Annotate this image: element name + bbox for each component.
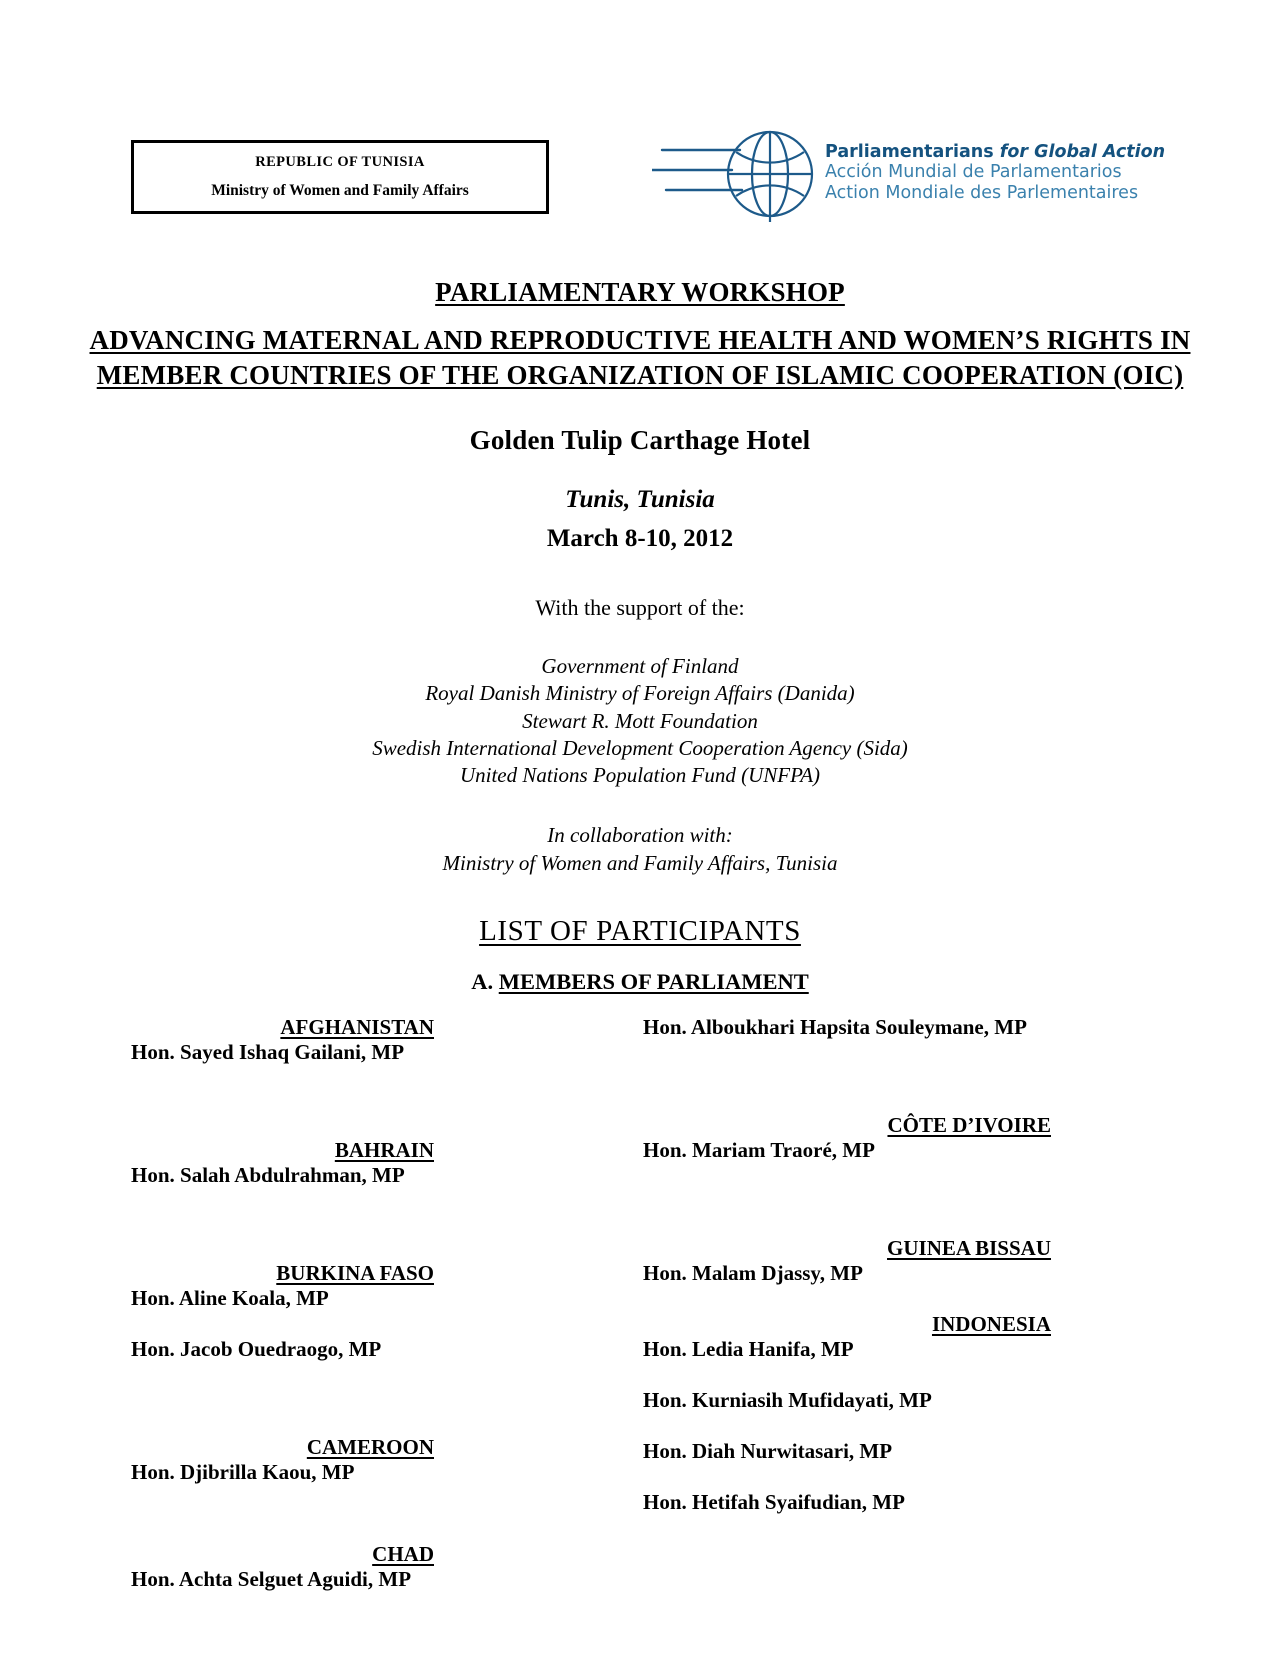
column-spacer [643, 1286, 1051, 1312]
country-heading: BAHRAIN [334, 1138, 434, 1162]
country-heading: BURKINA FASO [276, 1261, 434, 1285]
participants-left-column [131, 1015, 434, 1592]
country-entry-indonesia [643, 1312, 1051, 1515]
participant-name: Hon. Malam Djassy, MP [643, 1261, 863, 1285]
column-spacer [643, 1413, 1051, 1439]
ministry-letterhead-box [131, 140, 549, 214]
participant-name: Hon. Achta Selguet Aguidi, MP [131, 1567, 412, 1591]
collaboration-partner: Ministry of Women and Family Affairs, Tunisia [442, 850, 838, 875]
country-heading: AFGHANISTAN [280, 1015, 434, 1039]
country-entry-afghanistan [131, 1015, 434, 1065]
venue-date: March 8-10, 2012 [546, 525, 734, 552]
pga-logo-line-es: Acción Mundial de Parlamentarios [825, 162, 1122, 183]
pga-logo-line-fr: Action Mondiale des Parlementaires [825, 182, 1139, 203]
workshop-title-line-3: MEMBER COUNTRIES OF THE ORGANIZATION OF ISLAMIC COOPERATION (OIC) [96, 359, 1184, 390]
participants-columns [0, 1015, 1280, 1591]
pga-logo-text [825, 142, 1166, 203]
column-spacer [643, 1464, 1051, 1490]
country-heading: CÔTE D’IVOIRE [887, 1113, 1051, 1137]
participant-name: Hon. Alboukhari Hapsita Souleymane, MP [643, 1015, 1027, 1039]
pga-logo [652, 126, 1166, 222]
participant-name: Hon. Salah Abdulrahman, MP [131, 1163, 405, 1187]
column-spacer [643, 1163, 1051, 1210]
section-label: MEMBERS OF PARLIAMENT [498, 969, 809, 994]
country-entry-cameroon [131, 1435, 434, 1485]
collaboration-intro: In collaboration with: [547, 823, 733, 848]
column-spacer [131, 1362, 434, 1409]
support-block [0, 595, 1280, 877]
column-spacer [643, 1087, 1051, 1113]
country-entry-chad [131, 1542, 434, 1592]
column-spacer [131, 1235, 434, 1261]
column-spacer [643, 1210, 1051, 1236]
workshop-title-block [0, 276, 1280, 393]
column-spacer [643, 1040, 1051, 1087]
globe-icon [652, 126, 827, 222]
donor-item: Government of Finland [541, 654, 739, 678]
workshop-title-line-1: PARLIAMENTARY WORKSHOP [435, 277, 845, 307]
country-heading: GUINEA BISSAU [887, 1236, 1051, 1260]
participant-name: Hon. Kurniasih Mufidayati, MP [643, 1388, 932, 1412]
country-entry-cote-divoire [643, 1113, 1051, 1163]
section-heading-members-of-parliament [0, 969, 1280, 995]
country-heading: INDONESIA [931, 1312, 1051, 1336]
country-entry-bahrain [131, 1138, 434, 1188]
donor-list [0, 653, 1280, 789]
participant-name: Hon. Jacob Ouedraogo, MP [131, 1337, 382, 1361]
donor-item: Royal Danish Ministry of Foreign Affairs (Danida) [425, 681, 855, 706]
list-of-participants-heading: LIST OF PARTICIPANTS [479, 915, 801, 947]
participant-name: Hon. Sayed Ishaq Gailani, MP [131, 1040, 405, 1064]
participant-name: Hon. Diah Nurwitasari, MP [643, 1439, 893, 1463]
participant-name: Hon. Ledia Hanifa, MP [643, 1337, 854, 1361]
workshop-title-line-2: ADVANCING MATERNAL AND REPRODUCTIVE HEALTH AND WOMEN’S RIGHTS IN [89, 324, 1191, 355]
column-spacer [643, 1362, 1051, 1388]
column-spacer [131, 1112, 434, 1138]
country-entry-cameroon-continued [643, 1015, 1051, 1040]
country-entry-guinea-bissau [643, 1236, 1051, 1286]
collaboration-block [0, 822, 1280, 877]
participant-name: Hon. Djibrilla Kaou, MP [131, 1460, 355, 1484]
column-spacer [131, 1532, 434, 1542]
support-intro: With the support of the: [535, 595, 745, 620]
donor-item: Swedish International Development Cooperation Agency (Sida) [372, 735, 908, 760]
participant-name: Hon. Mariam Traoré, MP [643, 1138, 875, 1162]
republic-label: REPUBLIC OF TUNISIA [255, 154, 425, 170]
pga-logo-line-en: Parliamentarians for Global Action [825, 142, 1166, 162]
column-spacer [131, 1485, 434, 1532]
country-heading: CAMEROON [306, 1435, 434, 1459]
ministry-name: Ministry of Women and Family Affairs [211, 182, 469, 199]
column-spacer [131, 1409, 434, 1435]
country-entry-burkina-faso [131, 1261, 434, 1362]
donor-item: United Nations Population Fund (UNFPA) [459, 763, 821, 788]
participant-name: Hon. Hetifah Syaifudian, MP [643, 1490, 905, 1514]
participants-right-column [643, 1015, 1051, 1515]
column-spacer [131, 1065, 434, 1112]
page-header [0, 0, 1280, 240]
column-spacer [131, 1188, 434, 1235]
section-prefix: A. [471, 969, 499, 994]
participant-name: Hon. Aline Koala, MP [131, 1286, 329, 1310]
donor-item: Stewart R. Mott Foundation [522, 708, 758, 733]
venue-city: Tunis, Tunisia [565, 486, 715, 513]
country-heading: CHAD [372, 1542, 434, 1566]
venue-hotel: Golden Tulip Carthage Hotel [469, 425, 811, 455]
column-spacer [131, 1311, 434, 1337]
venue-block [0, 425, 1280, 553]
